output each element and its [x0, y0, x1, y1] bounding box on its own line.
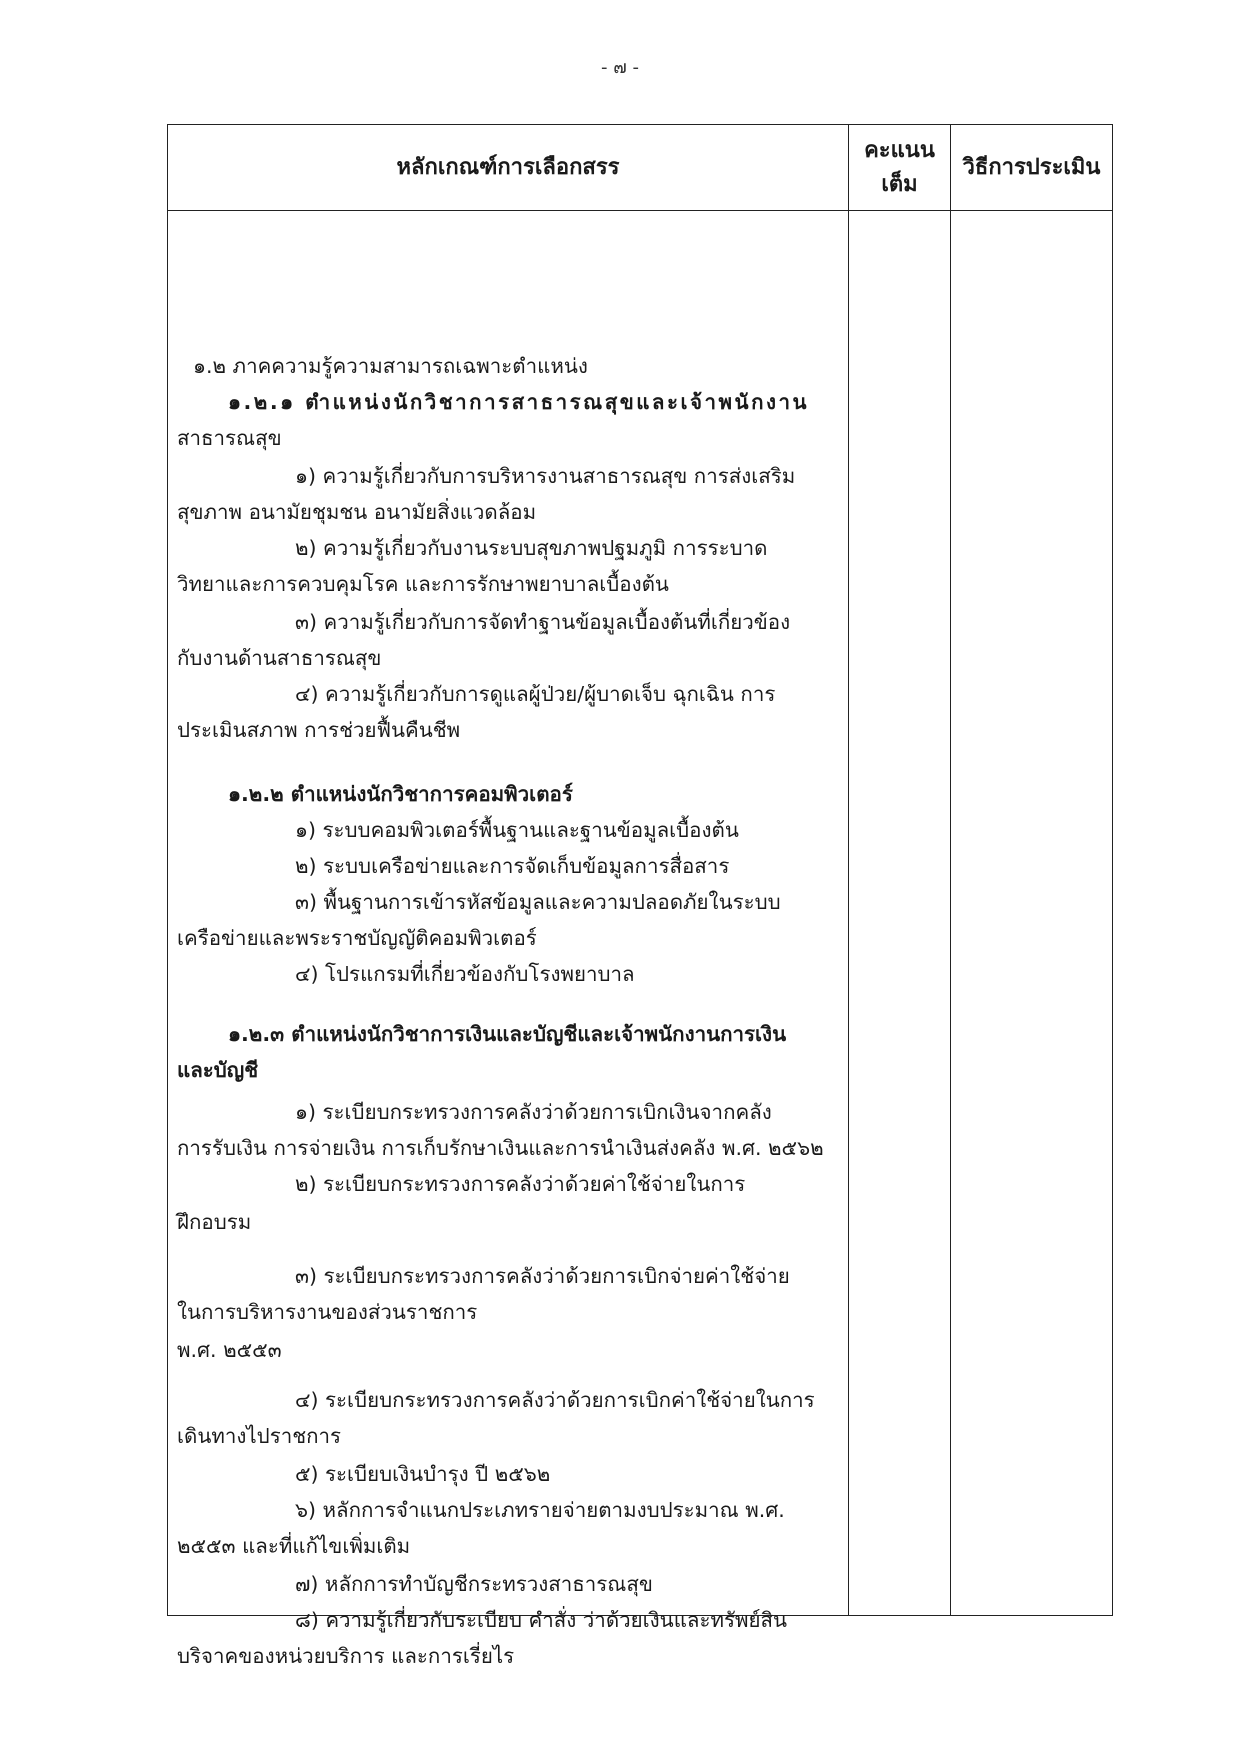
list-item-cont: วิทยาและการควบคุมโรค และการรักษาพยาบาลเบื้องต้น [177, 572, 669, 596]
list-item: ๖) หลักการจำแนกประเภทรายจ่ายตามงบประมาณ พ.ศ. [295, 1498, 785, 1522]
criteria-table [167, 124, 1113, 1668]
header-evaluation-method: วิธีการประเมิน [962, 155, 1101, 180]
subsection-heading: ๑.๒.๑ ตำแหน่งนักวิชาการสาธารณสุขและเจ้าพนักงาน [228, 390, 810, 414]
list-item: ๓) ระเบียบกระทรวงการคลังว่าด้วยการเบิกจ่ายค่าใช้จ่าย [295, 1264, 790, 1288]
list-item-cont: ในการบริหารงานของส่วนราชการ [177, 1300, 478, 1324]
list-item-cont: สุขภาพ อนามัยชุมชน อนามัยสิ่งแวดล้อม [177, 500, 537, 524]
page-number: - ๗ - [601, 57, 639, 78]
list-item: ๒) ระเบียบกระทรวงการคลังว่าด้วยค่าใช้จ่ายในการ [295, 1172, 746, 1196]
header-score-line1: คะแนน [864, 138, 935, 163]
list-item-cont: เดินทางไปราชการ [177, 1424, 342, 1448]
column-divider [848, 125, 849, 1615]
list-item: ๘) ความรู้เกี่ยวกับระเบียบ คำสั่ง ว่าด้วยเงินและทรัพย์สิน [295, 1608, 788, 1632]
list-item-cont: ประเมินสภาพ การช่วยฟื้นคืนชีพ [177, 718, 461, 742]
subsection-heading-cont: สาธารณสุข [177, 426, 282, 450]
subsection-heading: ๑.๒.๓ ตำแหน่งนักวิชาการเงินและบัญชีและเจ้าพนักงานการเงิน [228, 1022, 787, 1046]
list-item: ๗) หลักการทำบัญชีกระทรวงสาธารณสุข [295, 1572, 653, 1596]
list-item-cont: บริจาคของหน่วยบริการ และการเรี่ยไร [177, 1644, 515, 1668]
list-item: ๕) ระเบียบเงินบำรุง ปี ๒๕๖๒ [295, 1462, 551, 1486]
header-score-line2: เต็ม [881, 172, 918, 197]
list-item: ๑) ความรู้เกี่ยวกับการบริหารงานสาธารณสุข การส่งเสริม [295, 464, 796, 488]
list-item: ๓) ความรู้เกี่ยวกับการจัดทำฐานข้อมูลเบื้องต้นที่เกี่ยวข้อง [295, 610, 791, 634]
section-heading: ๑.๒ ภาคความรู้ความสามารถเฉพาะตำแหน่ง [193, 354, 588, 378]
list-item: ๔) ระเบียบกระทรวงการคลังว่าด้วยการเบิกค่าใช้จ่ายในการ [295, 1388, 815, 1412]
subsection-heading-cont: และบัญชี [177, 1058, 259, 1082]
list-item: ๔) ความรู้เกี่ยวกับการดูแลผู้ป่วย/ผู้บาดเจ็บ ฉุกเฉิน การ [295, 682, 776, 706]
list-item: ๓) พื้นฐานการเข้ารหัสข้อมูลและความปลอดภัยในระบบ [295, 890, 781, 914]
header-criteria: หลักเกณฑ์การเลือกสรร [396, 155, 620, 180]
subsection-heading: ๑.๒.๒ ตำแหน่งนักวิชาการคอมพิวเตอร์ [228, 782, 573, 806]
list-item-cont: ๒๕๕๓ และที่แก้ไขเพิ่มเติม [177, 1534, 411, 1558]
list-item-cont: พ.ศ. ๒๕๕๓ [177, 1338, 282, 1362]
list-item: ๒) ระบบเครือข่ายและการจัดเก็บข้อมูลการสื่อสาร [295, 854, 730, 878]
list-item-cont: ฝึกอบรม [177, 1210, 252, 1234]
list-item-cont: กับงานด้านสาธารณสุข [177, 646, 382, 670]
list-item-cont: เครือข่ายและพระราชบัญญัติคอมพิวเตอร์ [177, 926, 537, 950]
table-header [168, 125, 1112, 211]
column-divider [950, 125, 951, 1615]
list-item: ๑) ระเบียบกระทรวงการคลังว่าด้วยการเบิกเงินจากคลัง [295, 1100, 772, 1124]
list-item: ๑) ระบบคอมพิวเตอร์พื้นฐานและฐานข้อมูลเบื้องต้น [295, 818, 739, 842]
list-item: ๒) ความรู้เกี่ยวกับงานระบบสุขภาพปฐมภูมิ การระบาด [295, 536, 768, 560]
list-item-cont: การรับเงิน การจ่ายเงิน การเก็บรักษาเงินและการนำเงินส่งคลัง พ.ศ. ๒๕๖๒ [177, 1136, 824, 1160]
list-item: ๔) โปรแกรมที่เกี่ยวข้องกับโรงพยาบาล [295, 962, 635, 986]
header-full-score [849, 125, 950, 211]
